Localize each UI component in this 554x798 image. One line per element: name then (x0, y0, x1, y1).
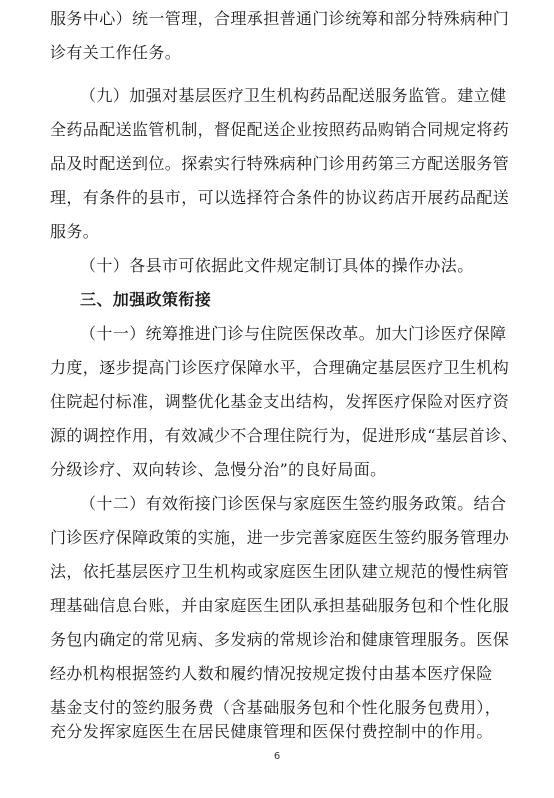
page-number: 6 (273, 751, 281, 762)
text-line: 经办机构根据签约人数和履约情况按规定拨付由基本医疗保险 (50, 664, 493, 683)
paragraph-9-start: （九）加强对基层医疗卫生机构药品配送服务监管。建立健 (80, 86, 507, 105)
text-line: 务包内确定的常见病、多发病的常规诊治和健康管理服务。医保 (50, 630, 510, 649)
paragraph-11-start: （十一）统筹推进门诊与住院医保改革。加大门诊医疗保障 (80, 324, 507, 343)
text-line: 源的调控作用，有效减少不合理住院行为，促进形成“基层首诊、 (50, 426, 518, 445)
text-line: 全药品配送监管机制，督促配送企业按照药品购销合同规定将药 (50, 120, 510, 139)
text-line: 诊有关工作任务。 (50, 43, 182, 62)
text-line: 力度，逐步提高门诊医疗保障水平，合理确定基层医疗卫生机构 (50, 358, 510, 377)
text-line: 法，依托基层医疗卫生机构或家庭医生团队建立规范的慢性病管 (50, 562, 510, 581)
text-line: 基金支付的签约服务费（含基础服务包和个性化服务包费用）， (50, 698, 502, 717)
text-line: 服务中心）统一管理，合理承担普通门诊统筹和部分特殊病种门 (50, 9, 510, 28)
text-line: 住院起付标准，调整优化基金支出结构，发挥医疗保险对医疗资 (50, 392, 510, 411)
paragraph-12-start: （十二）有效衔接门诊医保与家庭医生签约服务政策。结合 (80, 494, 507, 513)
text-line: 品及时配送到位。探索实行特殊病种门诊用药第三方配送服务管 (50, 154, 510, 173)
text-line: 充分发挥家庭医生在居民健康管理和医保付费控制中的作用。 (50, 722, 493, 741)
paragraph-10: （十）各县市可依据此文件规定制订具体的操作办法。 (80, 256, 474, 275)
text-line: 理，有条件的县市，可以选择符合条件的协议药店开展药品配送 (50, 188, 510, 207)
text-line: 门诊医疗保障政策的实施，进一步完善家庭医生签约服务管理办 (50, 528, 510, 547)
section-heading: 三、加强政策衔接 (80, 290, 212, 309)
text-line: 服务。 (50, 222, 100, 241)
text-line: 分级诊疗、双向转诊、急慢分治”的良好局面。 (50, 460, 387, 479)
text-line: 理基础信息台账，并由家庭医生团队承担基础服务包和个性化服 (50, 596, 510, 615)
